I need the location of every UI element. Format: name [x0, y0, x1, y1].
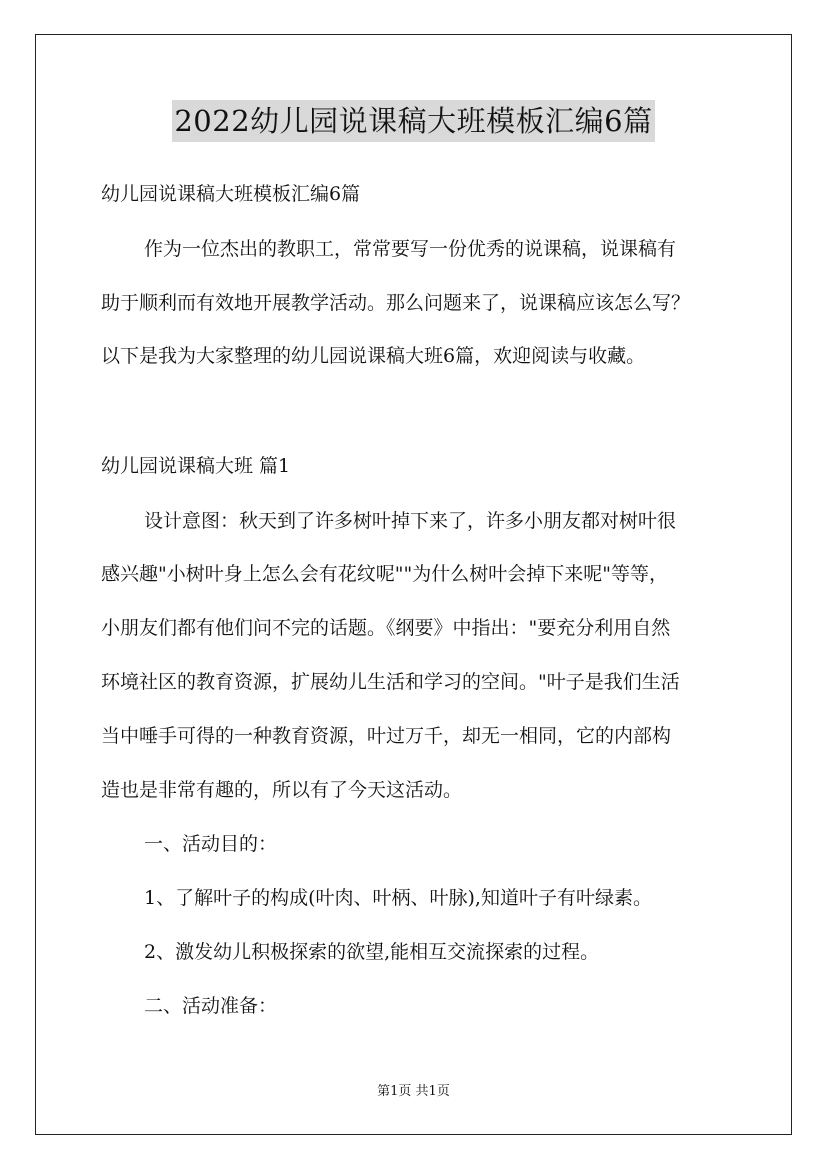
page-footer: 第1页 共1页	[377, 1084, 450, 1099]
design-line-1: 设计意图：秋天到了许多树叶掉下来了，许多小朋友都对树叶很	[144, 510, 677, 532]
intro-line-3: 以下是我为大家整理的幼儿园说课稿大班6篇，欢迎阅读与收藏。	[101, 345, 646, 367]
design-line-3: 小朋友们都有他们问不完的话题。《纲要》中指出："要充分利用自然	[101, 617, 671, 639]
goal-item-1: 1、了解叶子的构成(叶肉、叶柄、叶脉),知道叶子有叶绿素。	[144, 887, 652, 909]
document-subtitle: 幼儿园说课稿大班模板汇编6篇	[101, 183, 361, 205]
design-line-2: 感兴趣"小树叶身上怎么会有花纹呢""为什么树叶会掉下来呢"等等，	[101, 563, 668, 585]
intro-line-1: 作为一位杰出的教职工，常常要写一份优秀的说课稿，说课稿有	[144, 238, 677, 260]
design-line-4: 环境社区的教育资源，扩展幼儿生活和学习的空间。"叶子是我们生活	[101, 671, 680, 693]
document-title	[0, 100, 827, 142]
goal-heading: 一、活动目的：	[144, 833, 278, 855]
intro-line-2: 助于顺利而有效地开展教学活动。那么问题来了，说课稿应该怎么写？	[101, 292, 691, 314]
document-title-text: 2022幼儿园说课稿大班模板汇编6篇	[172, 100, 654, 142]
design-line-6: 造也是非常有趣的，所以有了今天这活动。	[101, 779, 463, 801]
goal-item-2: 2、激发幼儿积极探索的欲望,能相互交流探索的过程。	[144, 941, 600, 963]
prep-heading: 二、活动准备：	[144, 995, 278, 1017]
design-line-5: 当中唾手可得的一种教育资源，叶过万千，却无一相同，它的内部构	[101, 725, 672, 747]
section-heading: 幼儿园说课稿大班 篇1	[101, 455, 291, 477]
